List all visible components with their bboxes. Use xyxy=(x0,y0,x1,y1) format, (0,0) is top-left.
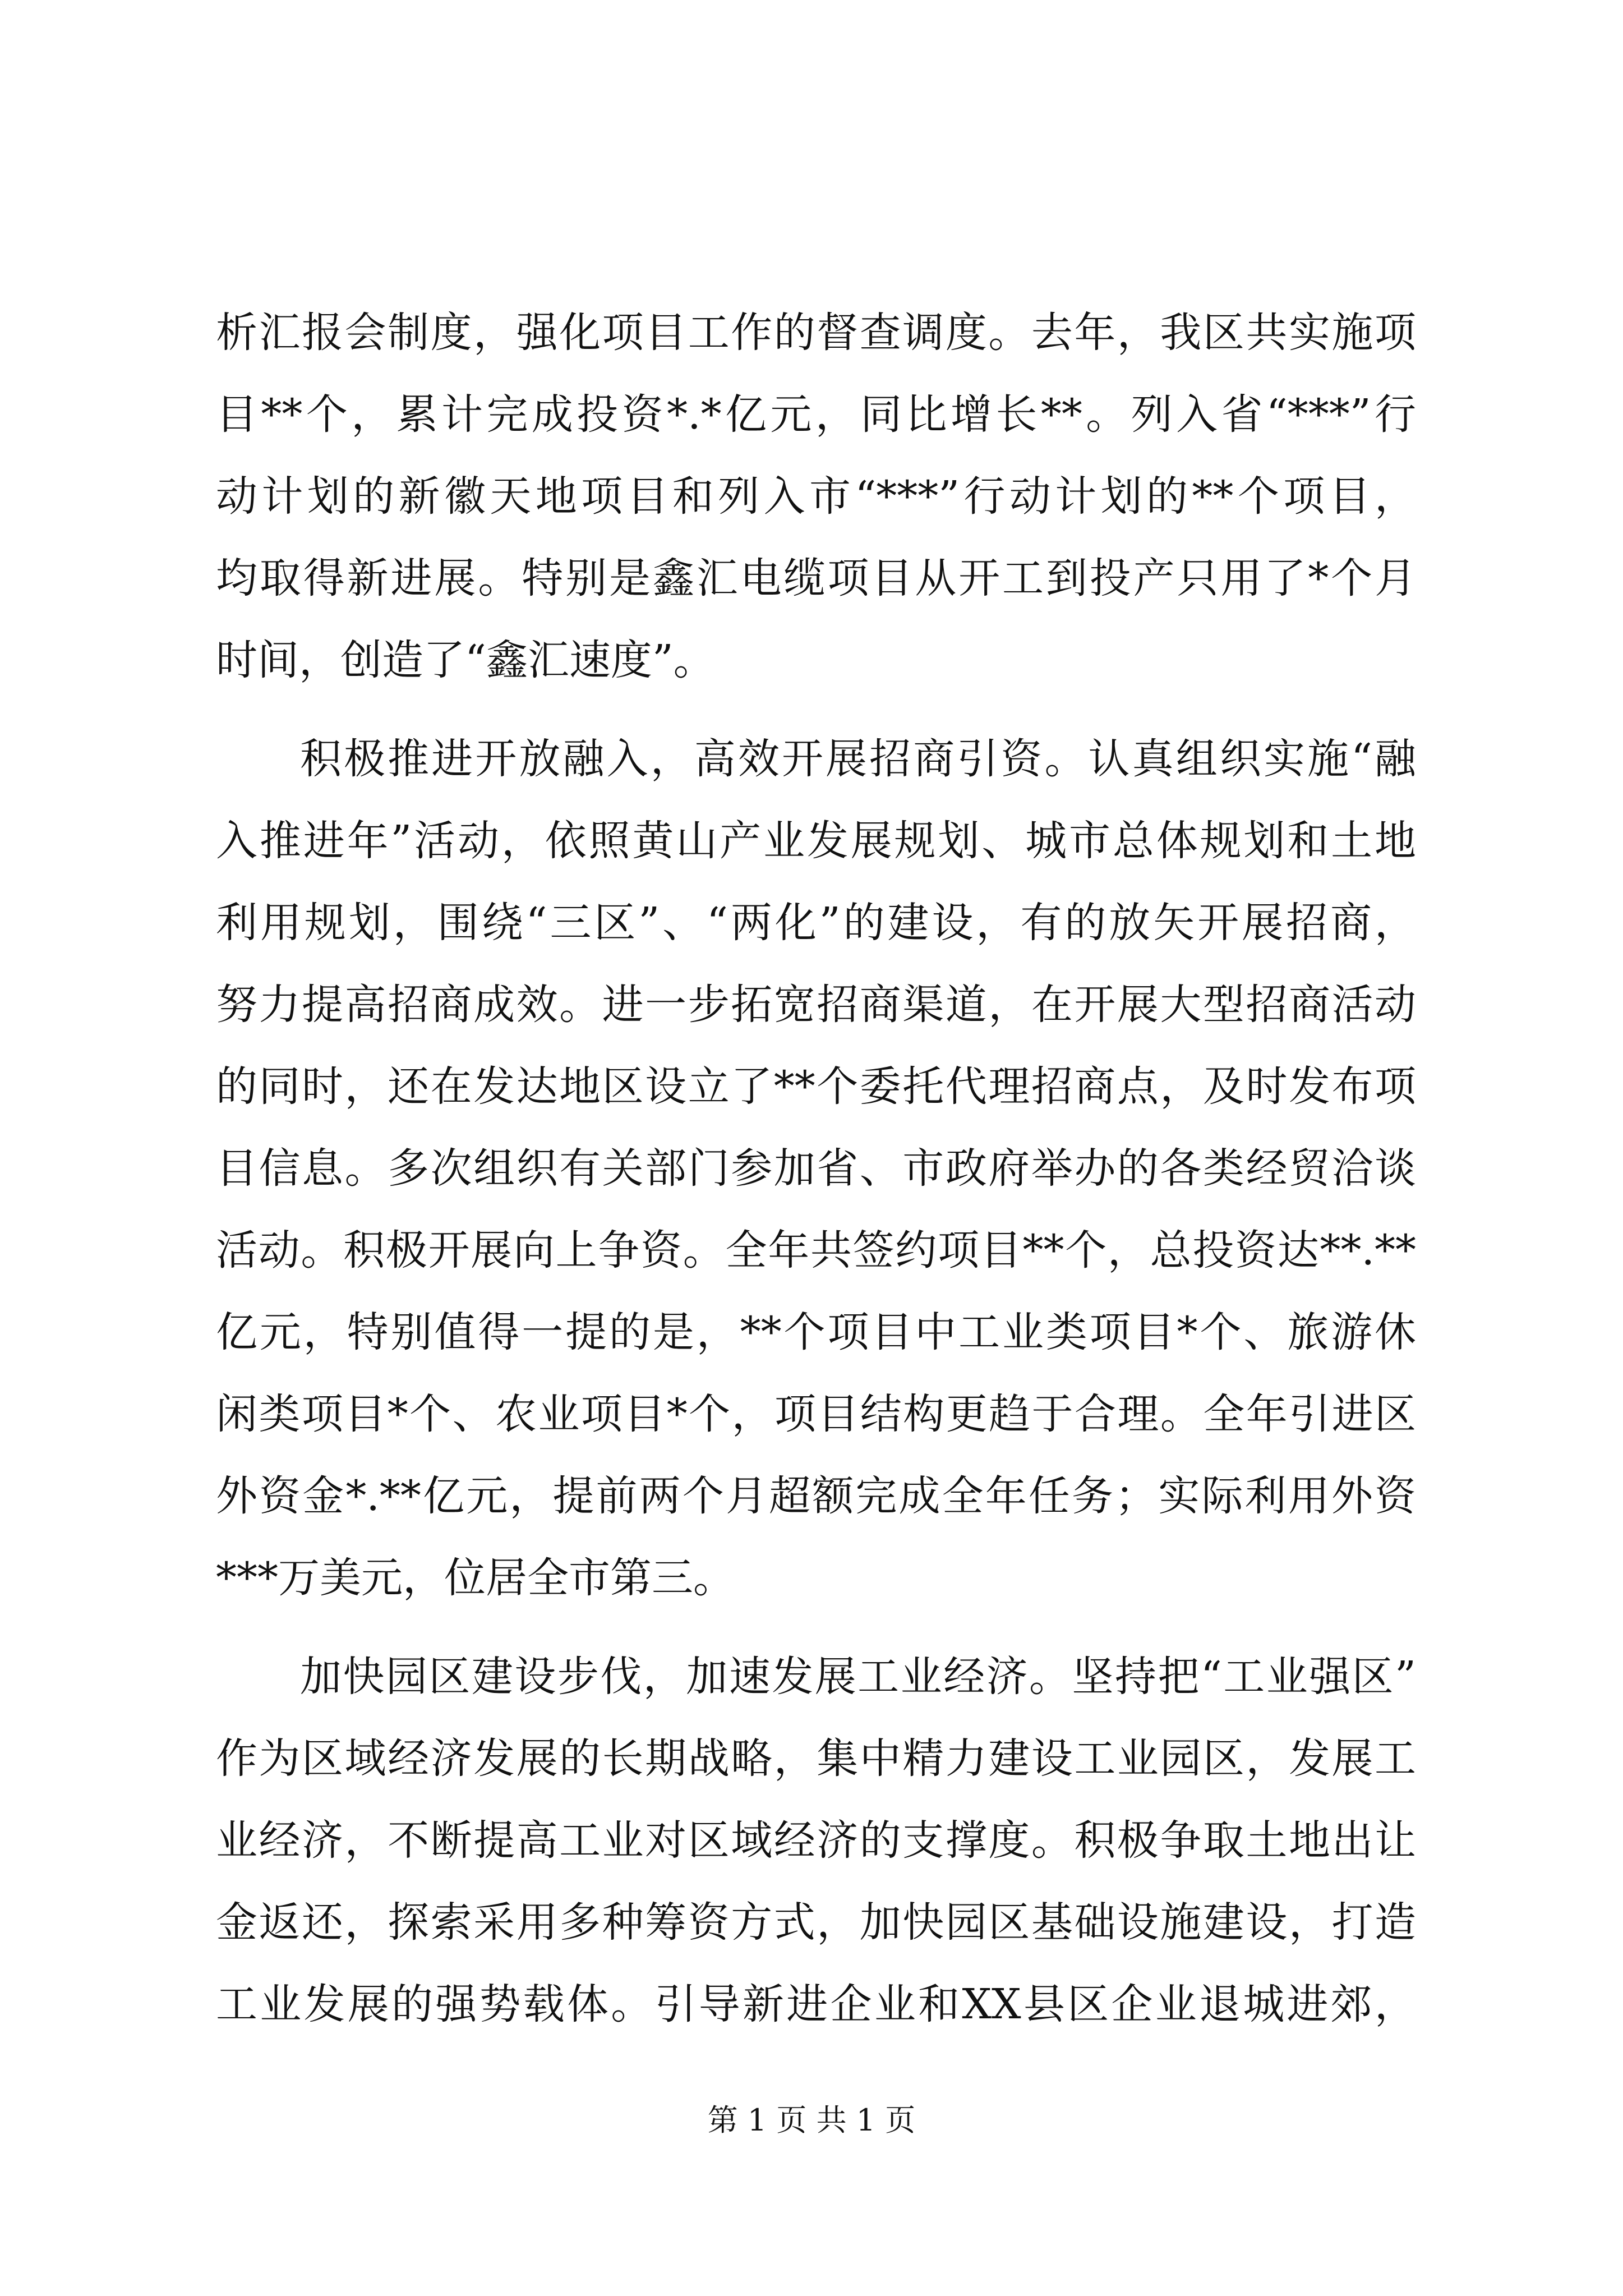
page-footer xyxy=(0,2098,1623,2143)
text-line: 时间，创造了“鑫汇速度”。 xyxy=(216,636,715,684)
body-text xyxy=(216,292,1416,2045)
text-line: 积极推进开放融入，高效开展招商引资。认真组织实施“融 xyxy=(300,735,1416,783)
text-line: 外资金*.**亿元，提前两个月超额完成全年任务；实际利用外资 xyxy=(216,1472,1416,1520)
text-line: 闲类项目*个、农业项目*个，项目结构更趋于合理。全年引进区 xyxy=(216,1390,1416,1438)
text-line: 析汇报会制度，强化项目工作的督查调度。去年，我区共实施项 xyxy=(216,309,1416,357)
text-line: 金返还，探索采用多种筹资方式，加快园区基础设施建设，打造 xyxy=(216,1898,1416,1947)
text-line: 目**个，累计完成投资*.*亿元，同比增长**。列入省“***”行 xyxy=(216,390,1416,439)
text-line: 目信息。多次组织有关部门参加省、市政府举办的各类经贸洽谈 xyxy=(216,1144,1416,1193)
text-line: 努力提高招商成效。进一步拓宽招商渠道，在开展大型招商活动 xyxy=(216,981,1416,1029)
paragraph-gap xyxy=(216,701,1416,718)
text-line: 利用规划，围绕“三区”、“两化”的建设，有的放矢开展招商， xyxy=(216,899,1416,947)
paragraph-gap xyxy=(216,1619,1416,1636)
page-number-label: 第 1 页 共 1 页 xyxy=(707,2102,916,2138)
text-line: 活动。积极开展向上争资。全年共签约项目**个，总投资达**.** xyxy=(216,1226,1416,1274)
paragraph xyxy=(216,292,1416,701)
text-line: 的同时，还在发达地区设立了**个委托代理招商点，及时发布项 xyxy=(216,1062,1416,1111)
text-line: 工业发展的强势载体。引导新进企业和XX县区企业退城进郊， xyxy=(216,1980,1416,2028)
paragraph xyxy=(216,718,1416,1619)
text-line: 动计划的新徽天地项目和列入市“***”行动计划的**个项目， xyxy=(216,472,1416,521)
text-line: 入推进年”活动，依照黄山产业发展规划、城市总体规划和土地 xyxy=(216,817,1416,865)
text-line: 作为区域经济发展的长期战略，集中精力建设工业园区，发展工 xyxy=(216,1734,1416,1783)
text-line: 均取得新进展。特别是鑫汇电缆项目从开工到投产只用了*个月 xyxy=(216,554,1416,602)
text-line: 亿元，特别值得一提的是，**个项目中工业类项目*个、旅游休 xyxy=(216,1308,1416,1356)
text-line: 加快园区建设步伐，加速发展工业经济。坚持把“工业强区” xyxy=(300,1653,1416,1701)
text-line: ***万美元，位居全市第三。 xyxy=(216,1554,735,1602)
text-line: 业经济，不断提高工业对区域经济的支撑度。积极争取土地出让 xyxy=(216,1816,1416,1865)
paragraph xyxy=(216,1636,1416,2045)
